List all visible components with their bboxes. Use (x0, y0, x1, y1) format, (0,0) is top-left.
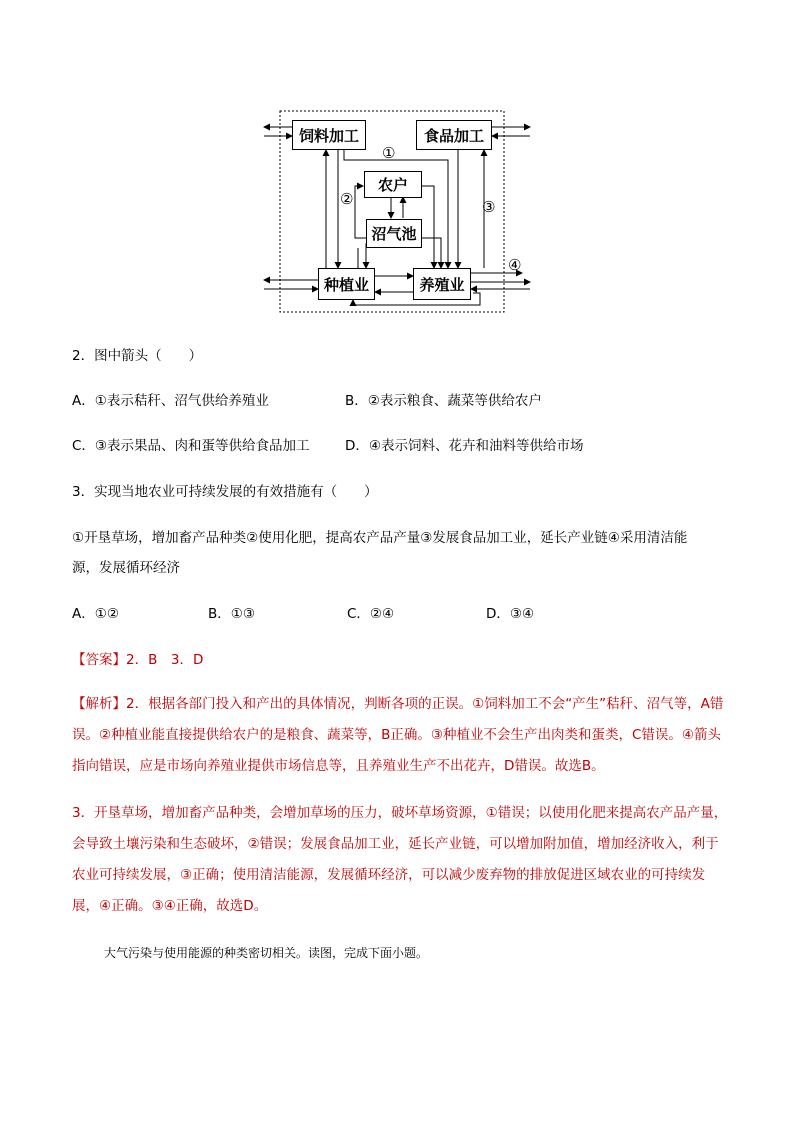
q3-statements-line1: ①开垦草场，增加畜产品种类②使用化肥，提高农产品产量③发展食品加工业，延长产业链④采用清洁能 (72, 530, 688, 546)
analysis-text-1: 2．根据各部门投入和产出的具体情况，判断各项的正误。①饲料加工不会“产生”秸秆、沼气等，A错误。②种植业能直接提供给农户的是粮食、蔬菜等，B正确。③种植业不会生产出肉类和蛋类，C错误。④箭头指向错误，应是市场向养殖业提供市场信息等，且养殖业生产不出花卉，D错误。故选B。 (72, 696, 724, 774)
marker-4: ④ (508, 256, 522, 274)
q3-statements-line2: 源，发展循环经济 (72, 560, 180, 576)
answer-line (72, 650, 203, 670)
marker-2: ② (340, 190, 354, 208)
marker-3: ③ (482, 198, 496, 216)
q3-option-d: D．③④ (486, 606, 535, 622)
analysis-paragraph-1 (72, 689, 732, 782)
q3-option-a: A．①② (72, 606, 119, 622)
q2-option-c: C．③表示果品、肉和蛋等供给食品加工 (72, 438, 310, 454)
box-food-processing: 食品加工 (416, 120, 492, 150)
q3-option-b: B．①③ (208, 606, 255, 622)
q2-stem: 2．图中箭头（ ） (72, 348, 203, 364)
next-question-intro: 大气污染与使用能源的种类密切相关。读图，完成下面小题。 (104, 946, 429, 960)
answer-label: 【答案】 (72, 652, 126, 668)
box-farmer: 农户 (364, 171, 422, 198)
q3-stem: 3．实现当地农业可持续发展的有效措施有（ ） (72, 484, 378, 500)
agriculture-flow-diagram (258, 108, 538, 318)
marker-1: ① (382, 144, 396, 162)
q2-option-d: D．④表示饲料、花卉和油料等供给市场 (345, 438, 584, 454)
q3-option-c: C．②④ (347, 606, 395, 622)
box-planting: 种植业 (318, 268, 375, 300)
analysis-paragraph-2: 3．开垦草场，增加畜产品种类，会增加草场的压力，破坏草场资源，①错误；以使用化肥来提高农产品产量，会导致土壤污染和生态破坏，②错误；发展食品加工业，延长产业链，可以增加附加值，增加经济收入，利于农业可持续发展，③正确；使用清洁能源，发展循环经济，可以减少废弃物的排放促进区域农业的可持续发展，④正确。③④正确，故选D。 (72, 805, 728, 914)
answer-text: 2．B 3．D (126, 652, 204, 668)
box-biogas-pit: 沼气池 (366, 219, 422, 248)
q2-option-b: B．②表示粮食、蔬菜等供给农户 (345, 393, 542, 409)
box-feed-processing: 饲料加工 (292, 120, 366, 150)
analysis-label: 【解析】 (72, 696, 126, 712)
box-breeding: 养殖业 (413, 268, 471, 300)
q2-option-a: A．①表示秸秆、沼气供给养殖业 (72, 393, 269, 409)
